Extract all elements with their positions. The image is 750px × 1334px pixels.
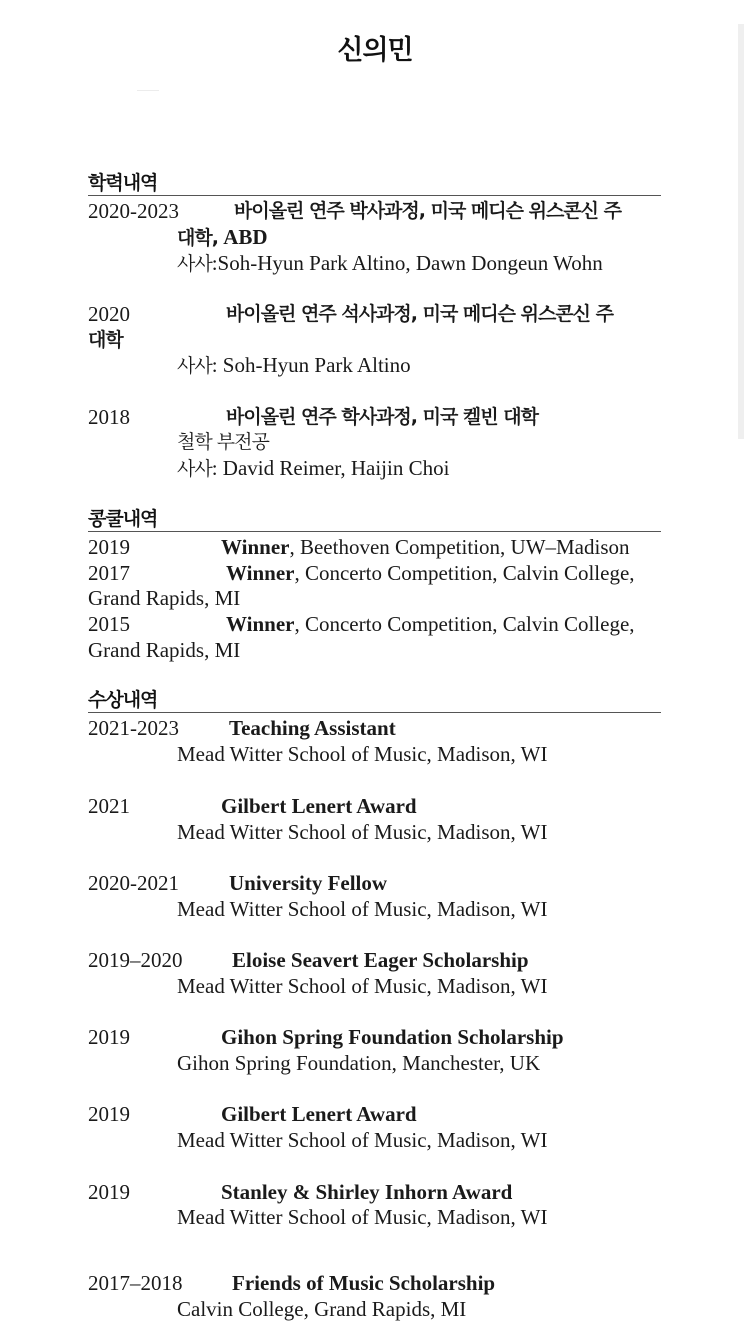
award-title: University Fellow (229, 871, 388, 895)
teacher-label: 사사 (177, 253, 212, 275)
education-teachers (177, 352, 411, 379)
education-degree-en: ABD (217, 225, 268, 249)
award-title: Gilbert Lenert Award (221, 1102, 417, 1126)
competition-item (226, 611, 635, 637)
competition-item (221, 534, 630, 560)
award-place: Gihon Spring Foundation, Manchester, UK (177, 1051, 541, 1075)
education-degree: 바이올린 연주 학사과정, 미국 켈빈 대학 (226, 406, 538, 428)
award-year: 2021 (88, 794, 130, 818)
education-year: 2020 (88, 302, 130, 326)
award-name (221, 1101, 417, 1127)
scrollbar[interactable] (738, 24, 744, 439)
competition-item (226, 560, 635, 586)
competition-year: 2017 (88, 561, 130, 585)
award-year: 2019–2020 (88, 948, 183, 972)
competition-result: Winner (226, 612, 295, 636)
award-name (232, 1270, 495, 1296)
award-name (221, 1179, 512, 1205)
award-name (229, 870, 387, 896)
award-year: 2019 (88, 1180, 130, 1204)
competition-detail-cont: Grand Rapids, MI (88, 586, 241, 610)
award-year: 2020-2021 (88, 871, 179, 895)
award-place: Calvin College, Grand Rapids, MI (177, 1297, 467, 1321)
competition-detail: , Beethoven Competition, UW–Madison (289, 535, 630, 559)
competition-detail-cont: Grand Rapids, MI (88, 638, 241, 662)
education-year: 2020-2023 (88, 199, 179, 223)
award-title: Eloise Seavert Eager Scholarship (232, 948, 529, 972)
award-place: Mead Witter School of Music, Madison, WI (177, 820, 548, 844)
award-place: Mead Witter School of Music, Madison, WI (177, 974, 548, 998)
education-year: 2018 (88, 405, 130, 429)
award-year: 2019 (88, 1025, 130, 1049)
competition-result: Winner (221, 535, 290, 559)
award-year: 2021-2023 (88, 716, 179, 740)
competition-detail: , Concerto Competition, Calvin College, (294, 612, 635, 636)
award-name (221, 1024, 564, 1050)
competition-detail: , Concerto Competition, Calvin College, (294, 561, 635, 585)
award-name (229, 715, 396, 741)
teacher-names: : Soh-Hyun Park Altino (211, 353, 411, 377)
award-name (232, 947, 529, 973)
education-degree: 바이올린 연주 석사과정, 미국 메디슨 위스콘신 주 (226, 303, 613, 325)
section-heading-education: 학력내역 (88, 171, 661, 196)
teacher-label: 사사 (177, 355, 212, 377)
award-place: Mead Witter School of Music, Madison, WI (177, 742, 548, 766)
education-teachers (177, 250, 603, 277)
award-title: Gihon Spring Foundation Scholarship (221, 1025, 564, 1049)
section-heading-competitions: 콩쿨내역 (88, 507, 661, 532)
teacher-names: :Soh-Hyun Park Altino, Dawn Dongeun Wohn (211, 251, 603, 275)
education-degree-cont (177, 224, 268, 251)
education-degree-ko: 대학, (177, 227, 218, 249)
award-title: Teaching Assistant (229, 716, 396, 740)
award-name (221, 793, 417, 819)
education-degree: 바이올린 연주 박사과정, 미국 메디슨 위스콘신 주 (234, 200, 621, 222)
competition-year: 2015 (88, 612, 130, 636)
page-title: 신의민 (337, 35, 413, 66)
education-teachers (177, 455, 449, 482)
section-heading-awards: 수상내역 (88, 688, 661, 713)
award-title: Gilbert Lenert Award (221, 794, 417, 818)
education-minor: 철학 부전공 (177, 431, 269, 453)
award-year: 2019 (88, 1102, 130, 1126)
award-place: Mead Witter School of Music, Madison, WI (177, 897, 548, 921)
award-place: Mead Witter School of Music, Madison, WI (177, 1205, 548, 1229)
decorative-mark (137, 90, 159, 91)
education-degree-cont: 대학 (88, 329, 123, 351)
competition-result: Winner (226, 561, 295, 585)
competition-year: 2019 (88, 535, 130, 559)
teacher-names: : David Reimer, Haijin Choi (211, 456, 450, 480)
teacher-label: 사사 (177, 458, 212, 480)
award-title: Friends of Music Scholarship (232, 1271, 496, 1295)
award-year: 2017–2018 (88, 1271, 183, 1295)
award-place: Mead Witter School of Music, Madison, WI (177, 1128, 548, 1152)
award-title: Stanley & Shirley Inhorn Award (221, 1180, 513, 1204)
